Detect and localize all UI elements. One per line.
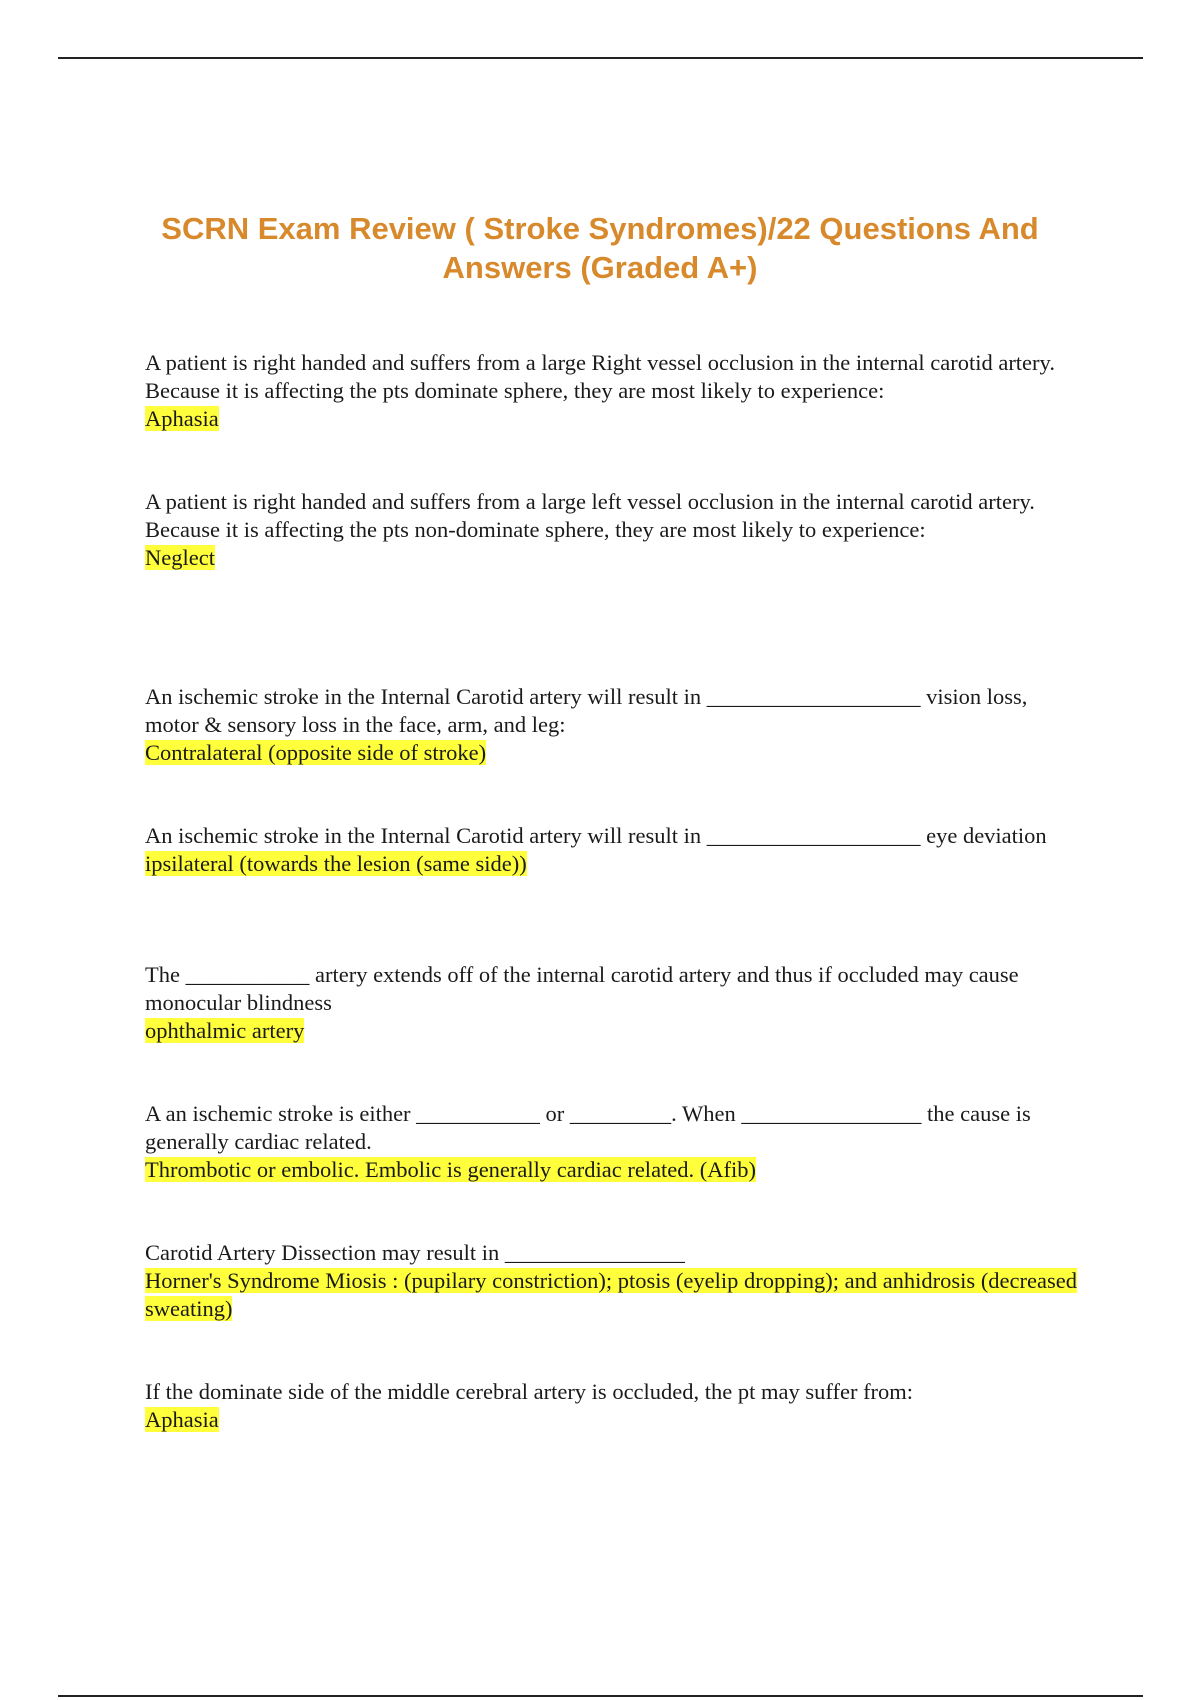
answer-text	[145, 1406, 1085, 1434]
answer-text	[145, 850, 1085, 878]
answer-text	[145, 405, 1085, 433]
answer-highlight: ophthalmic artery	[145, 1018, 305, 1043]
question-text: An ischemic stroke in the Internal Carotid artery will result in ___________________ vision loss, motor & sensory loss in the face, arm, and leg:	[145, 684, 1033, 737]
answer-text	[145, 544, 1085, 572]
answer-highlight: Horner's Syndrome Miosis : (pupilary constriction); ptosis (eyelip dropping); and anhidrosis (decreased sweating)	[145, 1268, 1077, 1321]
document-title: SCRN Exam Review ( Stroke Syndromes)/22 Questions And Answers (Graded A+)	[161, 211, 1039, 285]
answer-text	[145, 739, 1085, 767]
answer-text	[145, 1156, 1085, 1184]
answer-highlight: Contralateral (opposite side of stroke)	[145, 740, 487, 765]
qa-item-3	[145, 683, 1085, 767]
qa-item-1	[145, 349, 1085, 433]
answer-text	[145, 1017, 1085, 1045]
question-text: The ___________ artery extends off of the internal carotid artery and thus if occluded may cause monocular blindness	[145, 962, 1025, 1015]
answer-highlight: ipsilateral (towards the lesion (same side))	[145, 851, 527, 876]
header-rule	[58, 57, 1143, 59]
qa-item-6	[145, 1100, 1085, 1184]
question-text: An ischemic stroke in the Internal Carotid artery will result in ___________________ eye deviation	[145, 823, 1047, 848]
question-text: A an ischemic stroke is either ___________ or _________. When ________________ the cause is generally cardiac related.	[145, 1101, 1037, 1154]
question-text: A patient is right handed and suffers from a large Right vessel occlusion in the internal carotid artery. Because it is affecting the pts dominate sphere, they are most likely to experience:	[145, 350, 1061, 403]
question-text: A patient is right handed and suffers from a large left vessel occlusion in the internal carotid artery. Because it is affecting the pts non-dominate sphere, they are most likely to experience:	[145, 489, 1041, 542]
answer-highlight: Aphasia	[145, 1407, 219, 1432]
qa-item-8	[145, 1378, 1085, 1434]
qa-item-7	[145, 1239, 1085, 1323]
answer-highlight: Thrombotic or embolic. Embolic is generally cardiac related. (Afib)	[145, 1157, 757, 1182]
question-text: If the dominate side of the middle cerebral artery is occluded, the pt may suffer from:	[145, 1379, 914, 1404]
answer-text	[145, 1267, 1085, 1323]
answer-highlight: Neglect	[145, 545, 215, 570]
answer-highlight: Aphasia	[145, 406, 219, 431]
footer-rule	[58, 1695, 1143, 1697]
qa-item-4	[145, 822, 1085, 878]
qa-item-2	[145, 488, 1085, 572]
question-text: Carotid Artery Dissection may result in ________________	[145, 1240, 685, 1265]
qa-item-5	[145, 961, 1085, 1045]
